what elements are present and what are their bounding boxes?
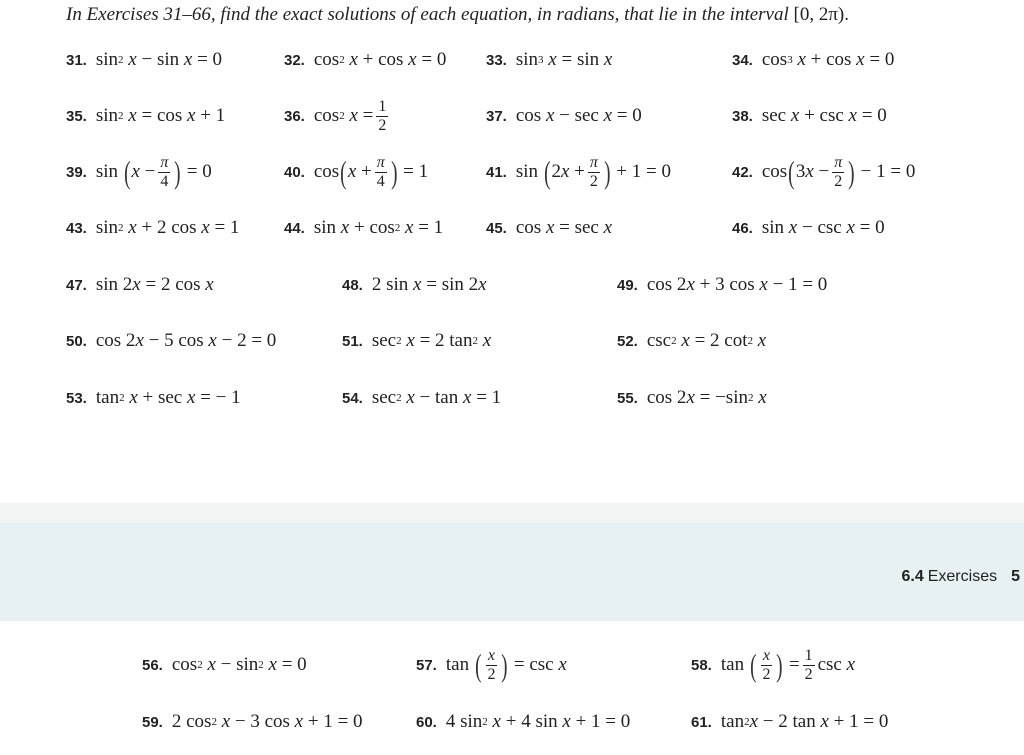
equation: sec 2 x − tan x = 1: [371, 387, 502, 408]
equation: cos 2 x + 3 cos x − 1 = 0: [646, 274, 828, 295]
equation: sec x + csc x = 0: [761, 105, 887, 126]
exercise-number: 43.: [66, 219, 87, 237]
exercise-number: 33.: [486, 51, 507, 69]
exercise-42: [732, 152, 915, 192]
exercise-number: 54.: [342, 389, 363, 407]
exercise-number: 50.: [66, 332, 87, 350]
equation: sec 2 x = 2 tan 2 x: [371, 330, 492, 351]
page-break-shadow: [0, 503, 1024, 523]
equation: 2 cos 2 x − 3 cos x + 1 = 0: [171, 711, 363, 732]
equation: cos 2 x − 5 cos x − 2 = 0: [95, 330, 277, 351]
exercise-number: 46.: [732, 219, 753, 237]
exercise-57: [416, 645, 567, 685]
equation: tan ( $\frac{x}{2}$ ) = $\frac{1}{2}$ csc x: [720, 646, 856, 683]
exercise-number: 55.: [617, 389, 638, 407]
exercise-37: [486, 96, 642, 136]
equation: sin x − csc x = 0: [761, 217, 885, 238]
equation: tan ( $\frac{x}{2}$ ) = csc x: [445, 646, 567, 683]
equation: sin ( 2 x + $\frac{\pi}{2}$ ) + 1 = 0: [515, 153, 671, 190]
exercise-number: 47.: [66, 276, 87, 294]
page-footer-band: [0, 523, 1024, 621]
equation: sin 2 x + 2 cos x = 1: [95, 217, 240, 238]
exercise-number: 52.: [617, 332, 638, 350]
exercise-35: [66, 96, 225, 136]
exercise-32: [284, 40, 446, 80]
heading-text: In Exercises 31–66, find the exact solutions of each equation, in radians, that lie in the interval: [66, 4, 794, 25]
exercise-48: [342, 265, 487, 305]
exercise-50: [66, 321, 276, 361]
exercise-61: [691, 702, 888, 742]
equation: sin 3 x = sin x: [515, 49, 613, 70]
equation: 4 sin 2 x + 4 sin x + 1 = 0: [445, 711, 631, 732]
exercise-number: 44.: [284, 219, 305, 237]
exercise-58: [691, 645, 855, 685]
equation: cos ( 3 x − $\frac{\pi}{2}$ ) − 1 = 0: [761, 153, 916, 190]
exercise-33: [486, 40, 612, 80]
footer-page-number: 5: [1011, 568, 1020, 585]
equation: cos 2 x + cos x = 0: [313, 49, 447, 70]
exercise-53: [66, 378, 241, 418]
equation: tan 2 x + sec x = − 1: [95, 387, 241, 408]
exercise-41: [486, 152, 671, 192]
exercise-number: 36.: [284, 107, 305, 125]
exercise-number: 38.: [732, 107, 753, 125]
exercise-number: 60.: [416, 713, 437, 731]
exercise-number: 53.: [66, 389, 87, 407]
page-footer: [901, 568, 1020, 586]
instructions-heading: [66, 4, 849, 26]
exercise-number: 31.: [66, 51, 87, 69]
footer-label: Exercises: [927, 568, 998, 585]
heading-interval: [0, 2π).: [793, 4, 850, 25]
exercise-59: [142, 702, 363, 742]
exercise-number: 57.: [416, 656, 437, 674]
equation: sin 2 x = cos x + 1: [95, 105, 226, 126]
exercise-44: [284, 208, 443, 248]
footer-section: 6.4: [901, 568, 924, 585]
exercise-39: [66, 152, 212, 192]
exercise-36: [284, 96, 391, 136]
exercise-number: 40.: [284, 163, 305, 181]
exercise-40: [284, 152, 428, 192]
exercise-number: 48.: [342, 276, 363, 294]
equation: tan 2 x − 2 tan x + 1 = 0: [720, 711, 889, 732]
equation: 2 sin x = sin 2 x: [371, 274, 487, 295]
exercise-54: [342, 378, 501, 418]
exercise-number: 56.: [142, 656, 163, 674]
exercise-34: [732, 40, 894, 80]
exercise-55: [617, 378, 767, 418]
exercise-number: 35.: [66, 107, 87, 125]
exercise-51: [342, 321, 491, 361]
equation: csc 2 x = 2 cot 2 x: [646, 330, 767, 351]
exercise-number: 59.: [142, 713, 163, 731]
exercise-number: 58.: [691, 656, 712, 674]
equation: sin ( x − $\frac{\pi}{4}$ ) = 0: [95, 153, 212, 190]
exercise-46: [732, 208, 885, 248]
equation: cos x = sec x: [515, 217, 613, 238]
equation: cos 2 x = $\frac{1}{2}$: [313, 97, 387, 134]
equation: cos x − sec x = 0: [515, 105, 642, 126]
exercise-31: [66, 40, 222, 80]
exercise-number: 51.: [342, 332, 363, 350]
exercise-38: [732, 96, 887, 136]
exercise-number: 61.: [691, 713, 712, 731]
equation: sin x + cos 2 x = 1: [313, 217, 444, 238]
exercise-56: [142, 645, 307, 685]
exercise-47: [66, 265, 214, 305]
equation: sin 2 x = 2 cos x: [95, 274, 214, 295]
exercise-43: [66, 208, 239, 248]
equation: cos 2 x − sin 2 x = 0: [171, 654, 307, 675]
exercise-49: [617, 265, 827, 305]
exercise-number: 32.: [284, 51, 305, 69]
exercise-number: 41.: [486, 163, 507, 181]
equation: cos 2 x = −sin 2 x: [646, 387, 767, 408]
equation: cos 3 x + cos x = 0: [761, 49, 895, 70]
exercise-number: 34.: [732, 51, 753, 69]
exercise-60: [416, 702, 630, 742]
exercise-52: [617, 321, 766, 361]
exercise-45: [486, 208, 612, 248]
exercise-number: 45.: [486, 219, 507, 237]
exercise-number: 49.: [617, 276, 638, 294]
exercise-number: 42.: [732, 163, 753, 181]
exercise-number: 37.: [486, 107, 507, 125]
equation: cos ( x + $\frac{\pi}{4}$ ) = 1: [313, 153, 429, 190]
exercise-number: 39.: [66, 163, 87, 181]
equation: sin 2 x − sin x = 0: [95, 49, 223, 70]
